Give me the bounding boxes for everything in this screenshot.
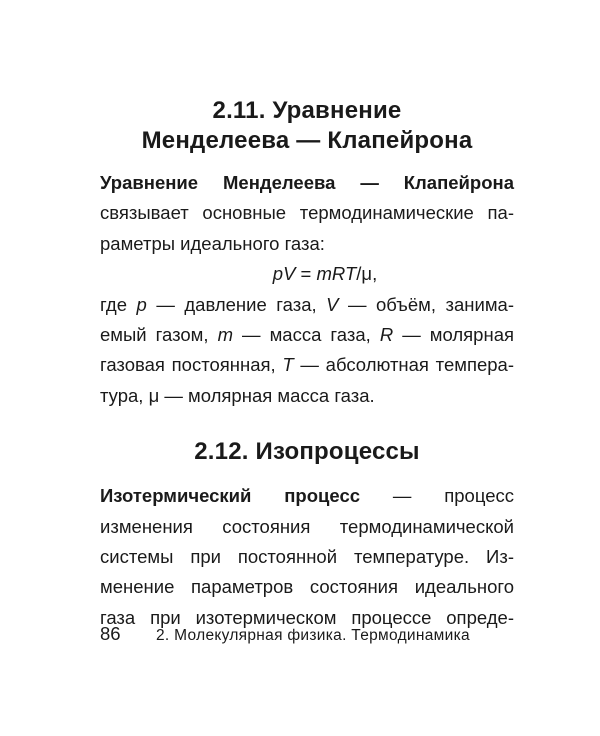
text-line: связывает основные термодинамические па- bbox=[100, 202, 514, 224]
page-number: 86 bbox=[100, 623, 121, 644]
page-footer bbox=[100, 623, 514, 645]
formula: pV = mRT/μ, bbox=[272, 263, 378, 285]
running-head: 2. Молекулярная физика. Термодинамика bbox=[156, 627, 470, 644]
page-content bbox=[100, 96, 514, 633]
section-title-2-11-line1: 2.11. Уравнение bbox=[212, 97, 402, 124]
text-line: газа при изотермическом процессе опреде- bbox=[100, 606, 514, 628]
section-title-2-11-line2: Менделеева — Клапейрона bbox=[141, 127, 473, 154]
text-line: тура, μ — молярная масса газа. bbox=[100, 384, 375, 406]
text-line bbox=[100, 168, 514, 198]
text-line: где p — давление газа, V — объём, занима- bbox=[100, 293, 515, 315]
text-line: емый газом, m — масса газа, R — молярная bbox=[100, 324, 514, 346]
text-line: системы при постоянной температуре. Из- bbox=[100, 546, 514, 568]
paragraph-isothermal bbox=[100, 481, 514, 633]
text-line: Изотермический процесс — процесс bbox=[100, 485, 514, 507]
text-line: газовая постоянная, T — абсолютная темпера- bbox=[100, 354, 514, 376]
section-title-2-12: 2.12. Изопроцессы bbox=[194, 438, 420, 466]
term-isothermal: Изотермический процесс bbox=[100, 485, 361, 507]
text-line: раметры идеального газа: bbox=[100, 232, 325, 254]
paragraph-mendeleev-clapeyron bbox=[100, 168, 514, 411]
text-line: изменения состояния термодинамической bbox=[100, 515, 514, 537]
text-line: менение параметров состояния идеального bbox=[100, 576, 514, 598]
term-mendeleev-clapeyron: Уравнение Менделеева — Клапейрона bbox=[100, 172, 514, 193]
